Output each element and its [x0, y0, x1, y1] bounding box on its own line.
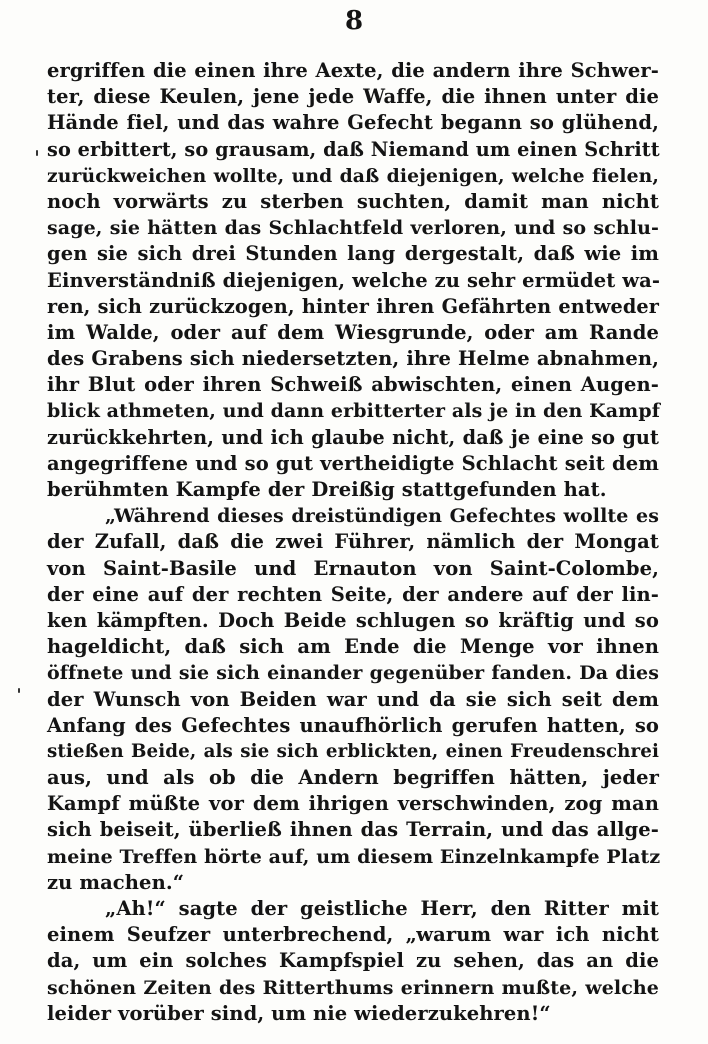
text-line: ter, diese Keulen, jene jede Waffe, die ihnen unter die — [47, 85, 659, 109]
text-line: ken kämpften. Doch Beide schlugen so kräftig und so — [47, 608, 659, 632]
text-line: ihr Blut oder ihren Schweiß abwischten, einen Augen- — [47, 373, 659, 397]
text-line: leider vorüber sind, um nie wiederzukehren!“ — [47, 1001, 551, 1025]
text-line: zurückkehrten, und ich glaube nicht, daß je eine so gut — [47, 425, 659, 449]
text-line: öffnete und sie sich einander gegenüber fanden. Da dies — [47, 662, 659, 685]
text-line: aus, und als ob die Andern begriffen hätten, jeder — [47, 766, 659, 790]
print-speck — [36, 150, 38, 156]
text-line: meine Treffen hörte auf, um diesem Einzelnkampfe Platz — [47, 845, 661, 868]
text-line: zu machen.“ — [47, 870, 185, 894]
text-line: „Während dieses dreistündigen Gefechtes wollte es — [105, 505, 659, 528]
text-line: ergriffen die einen ihre Aexte, die andern ihre Schwer- — [47, 59, 659, 82]
text-line: von Saint-Basile und Ernauton von Saint-Colombe, — [47, 556, 659, 580]
text-line: stießen Beide, als sie sich erblickten, einen Freudenschrei — [47, 740, 659, 762]
text-line: im Walde, oder auf dem Wiesgrunde, oder am Rande — [47, 320, 659, 344]
text-line: der Wunsch von Beiden war und da sie sich seit dem — [47, 687, 659, 711]
text-line: Kampf müßte vor dem ihrigen verschwinden, zog man — [47, 792, 659, 816]
text-line: noch vorwärts zu sterben suchten, damit man nicht — [47, 189, 659, 213]
text-line: hageldicht, daß sich am Ende die Menge vor ihnen — [47, 635, 659, 659]
text-line: der eine auf der rechten Seite, der andere auf der lin- — [47, 582, 659, 606]
page-number: 8 — [344, 6, 364, 36]
text-line: einem Seufzer unterbrechend, „warum war ich nicht — [47, 923, 659, 947]
text-line: schönen Zeiten des Ritterthums erinnern mußte, welche — [47, 976, 659, 999]
text-line: so erbittert, so grausam, daß Niemand um einen Schritt — [47, 137, 660, 161]
text-line: sage, sie hätten das Schlachtfeld verloren, und so schlu- — [47, 217, 659, 240]
text-line: da, um ein solches Kampfspiel zu sehen, das an die — [47, 949, 659, 973]
text-line: „Ah!“ sagte der geistliche Herr, den Ritter mit — [105, 897, 659, 920]
text-line: der Zufall, daß die zwei Führer, nämlich der Mongat — [47, 530, 659, 554]
text-line: angegriffene und so gut vertheidigte Schlacht seit dem — [47, 451, 659, 475]
text-line: blick athmeten, und dann erbitterter als je in den Kampf — [47, 400, 661, 423]
text-line: zurückweichen wollte, und daß diejenigen, welche fielen, — [47, 164, 659, 187]
body-text — [47, 58, 659, 1027]
text-line: gen sie sich drei Stunden lang dergestalt, daß wie im — [47, 242, 659, 266]
print-speck — [18, 688, 20, 693]
text-line: des Grabens sich niedersetzten, ihre Helme abnahmen, — [47, 347, 659, 371]
text-line: berühmten Kampfe der Dreißig stattgefunden hat. — [47, 478, 607, 501]
text-line: Anfang des Gefechtes unaufhörlich gerufen hatten, so — [47, 713, 659, 737]
text-line: sich beiseit, überließ ihnen das Terrain, und das allge- — [47, 818, 659, 842]
text-line: ren, sich zurückzogen, hinter ihren Gefährten entweder — [47, 294, 659, 318]
text-line: Hände fiel, und das wahre Gefecht begann so glühend, — [47, 111, 659, 135]
text-line: Einverständniß diejenigen, welche zu sehr ermüdet wa- — [47, 268, 661, 292]
